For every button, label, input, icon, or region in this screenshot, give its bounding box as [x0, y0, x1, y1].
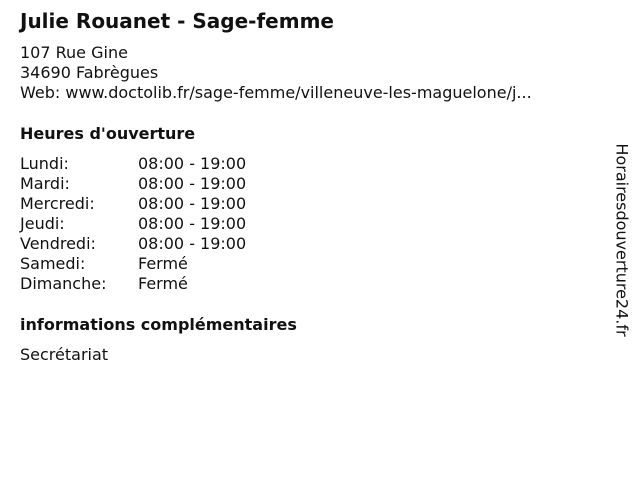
- website-link[interactable]: Web: www.doctolib.fr/sage-femme/villeneuve-les-maguelone/j...: [20, 83, 532, 102]
- day-label: Mercredi:: [20, 194, 95, 213]
- additional-info-text: Secrétariat: [20, 345, 109, 364]
- street-address: 107 Rue Gine: [20, 43, 128, 62]
- hours-value: 08:00 - 19:00: [138, 234, 247, 253]
- opening-hours-heading: Heures d'ouverture: [20, 124, 196, 143]
- hours-value: 08:00 - 19:00: [138, 194, 247, 213]
- city-address: 34690 Fabrègues: [20, 63, 159, 82]
- additional-info-heading: informations complémentaires: [20, 315, 297, 334]
- day-label: Mardi:: [20, 174, 70, 193]
- day-label: Vendredi:: [20, 234, 96, 253]
- day-label: Samedi:: [20, 254, 86, 273]
- hours-value: Fermé: [138, 254, 188, 273]
- hours-value: 08:00 - 19:00: [138, 174, 247, 193]
- day-label: Dimanche:: [20, 274, 107, 293]
- business-name: Julie Rouanet - Sage-femme: [20, 9, 334, 33]
- hours-value: 08:00 - 19:00: [138, 154, 247, 173]
- day-label: Lundi:: [20, 154, 69, 173]
- hours-value: Fermé: [138, 274, 188, 293]
- site-watermark: Horairesdouverture24.fr: [612, 143, 632, 337]
- hours-value: 08:00 - 19:00: [138, 214, 247, 233]
- day-label: Jeudi:: [20, 214, 65, 233]
